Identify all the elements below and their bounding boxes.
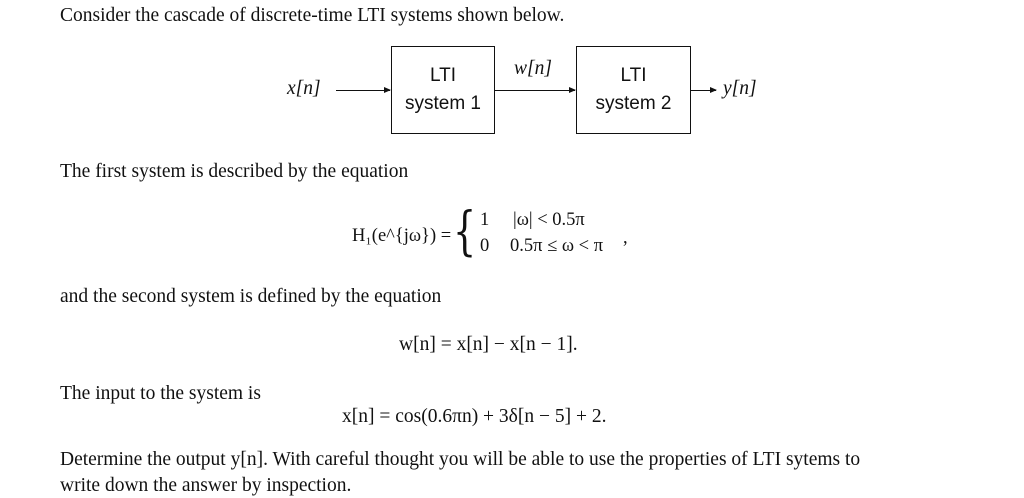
output-signal-label: y[n] (723, 78, 757, 99)
h1-case1-condition: |ω| < 0.5π (513, 210, 585, 230)
first-system-text: The first system is described by the equation (60, 161, 409, 182)
h1-case1-value: 1 (480, 210, 490, 230)
input-signal-label: x[n] (287, 78, 321, 99)
system2-box (576, 46, 691, 134)
w-equation: w[n] = x[n] − x[n − 1]. (399, 334, 578, 355)
question-line1: Determine the output y[n]. With careful thought you will be able to use the properties of LTI sytems to (60, 449, 861, 470)
system2-line1: LTI (620, 65, 647, 86)
x-equation: x[n] = cos(0.6πn) + 3δ[n − 5] + 2. (342, 406, 607, 427)
h1-brace: { (452, 202, 477, 262)
h1-trailing: , (623, 228, 628, 248)
system2-line2: system 2 (595, 93, 672, 114)
arrow-input (336, 90, 390, 91)
system1-line1: LTI (429, 65, 457, 86)
h1-case2-value: 0 (480, 236, 490, 256)
second-system-text: and the second system is defined by the equation (60, 286, 442, 307)
system1-box (391, 46, 495, 134)
h1-case2-condition: 0.5π ≤ ω < π (510, 236, 604, 256)
question-line2: write down the answer by inspection. (60, 475, 352, 496)
input-text: The input to the system is (60, 383, 261, 404)
h1-lhs: H₁(e^{jω}) = (352, 226, 452, 246)
arrow-middle (495, 90, 575, 91)
intermediate-signal-label: w[n] (514, 58, 552, 79)
intro-text: Consider the cascade of discrete-time LTI systems shown below. (60, 5, 565, 26)
system1-line2: system 1 (404, 93, 482, 114)
arrow-output (691, 90, 716, 91)
